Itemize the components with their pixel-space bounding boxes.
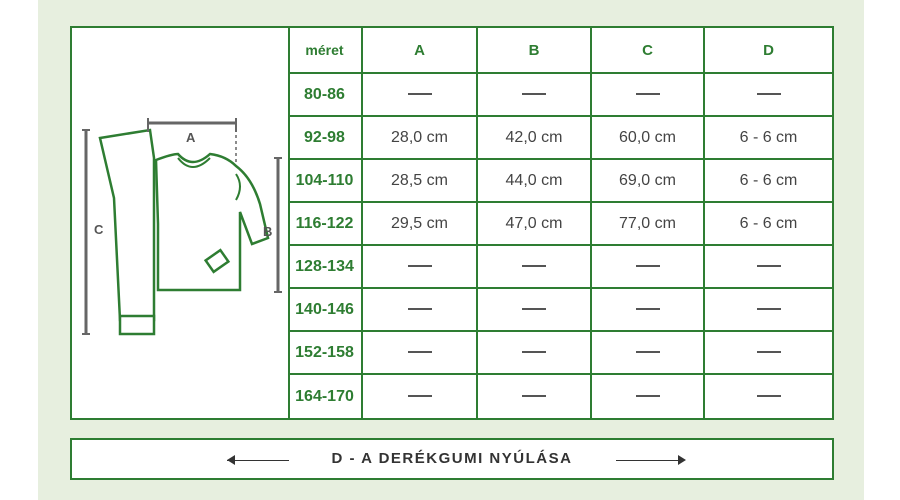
header-meret: méret (288, 28, 362, 73)
size-value-cell (591, 374, 704, 418)
size-value-cell (362, 374, 477, 418)
empty-dash-icon (757, 308, 781, 310)
size-value-cell (704, 73, 832, 116)
arrow-right-line (616, 460, 678, 461)
pajama-illustration (72, 28, 288, 418)
table-row (288, 73, 832, 116)
size-value-cell: 6 - 6 cm (704, 202, 832, 245)
size-label: 128-134 (288, 245, 362, 288)
empty-dash-icon (757, 265, 781, 267)
empty-dash-icon (408, 93, 432, 95)
header-a: A (362, 28, 477, 73)
table-row (288, 159, 832, 202)
table-row (288, 331, 832, 374)
size-value-cell (591, 73, 704, 116)
size-table (288, 28, 832, 418)
empty-dash-icon (636, 93, 660, 95)
empty-dash-icon (636, 265, 660, 267)
footer-bar (70, 438, 834, 480)
empty-dash-icon (636, 308, 660, 310)
size-chart-card (70, 26, 834, 420)
size-value-cell (362, 331, 477, 374)
table-row (288, 245, 832, 288)
size-label: 116-122 (288, 202, 362, 245)
size-value-cell: 69,0 cm (591, 159, 704, 202)
empty-dash-icon (522, 308, 546, 310)
header-b: B (477, 28, 591, 73)
empty-dash-icon (408, 265, 432, 267)
label-b: B (263, 224, 273, 239)
size-value-cell (704, 245, 832, 288)
size-value-cell: 42,0 cm (477, 116, 591, 159)
label-c: C (94, 222, 104, 237)
footer-text: D - A DERÉKGUMI NYÚLÁSA (331, 450, 573, 467)
empty-dash-icon (757, 395, 781, 397)
empty-dash-icon (522, 265, 546, 267)
size-value-cell: 28,0 cm (362, 116, 477, 159)
empty-dash-icon (636, 395, 660, 397)
size-label: 104-110 (288, 159, 362, 202)
size-value-cell (362, 245, 477, 288)
size-value-cell (477, 73, 591, 116)
size-value-cell (591, 245, 704, 288)
garment-diagram (72, 28, 290, 418)
size-value-cell (591, 331, 704, 374)
header-c: C (591, 28, 704, 73)
size-label: 140-146 (288, 288, 362, 331)
size-value-cell (477, 245, 591, 288)
empty-dash-icon (757, 93, 781, 95)
size-value-cell (477, 331, 591, 374)
size-value-cell (704, 331, 832, 374)
size-value-cell: 28,5 cm (362, 159, 477, 202)
size-value-cell (704, 374, 832, 418)
empty-dash-icon (408, 308, 432, 310)
header-row (288, 28, 832, 73)
size-label: 164-170 (288, 374, 362, 418)
size-label: 92-98 (288, 116, 362, 159)
label-a: A (186, 130, 196, 145)
size-value-cell (704, 288, 832, 331)
size-value-cell (362, 73, 477, 116)
empty-dash-icon (408, 351, 432, 353)
empty-dash-icon (522, 93, 546, 95)
size-value-cell: 29,5 cm (362, 202, 477, 245)
size-value-cell: 44,0 cm (477, 159, 591, 202)
table-row (288, 374, 832, 418)
size-value-cell (477, 374, 591, 418)
size-value-cell (591, 288, 704, 331)
table-row (288, 116, 832, 159)
header-d: D (704, 28, 832, 73)
pant-leg (100, 130, 154, 320)
size-value-cell (477, 288, 591, 331)
table-row (288, 202, 832, 245)
arrow-right-icon (678, 455, 686, 465)
size-value-cell: 47,0 cm (477, 202, 591, 245)
size-value-cell: 60,0 cm (591, 116, 704, 159)
size-value-cell: 6 - 6 cm (704, 159, 832, 202)
empty-dash-icon (408, 395, 432, 397)
size-value-cell: 6 - 6 cm (704, 116, 832, 159)
size-label: 152-158 (288, 331, 362, 374)
pant-cuff (120, 316, 154, 334)
empty-dash-icon (757, 351, 781, 353)
empty-dash-icon (522, 351, 546, 353)
empty-dash-icon (636, 351, 660, 353)
table-row (288, 288, 832, 331)
size-label: 80-86 (288, 73, 362, 116)
size-value-cell (362, 288, 477, 331)
empty-dash-icon (522, 395, 546, 397)
size-value-cell: 77,0 cm (591, 202, 704, 245)
